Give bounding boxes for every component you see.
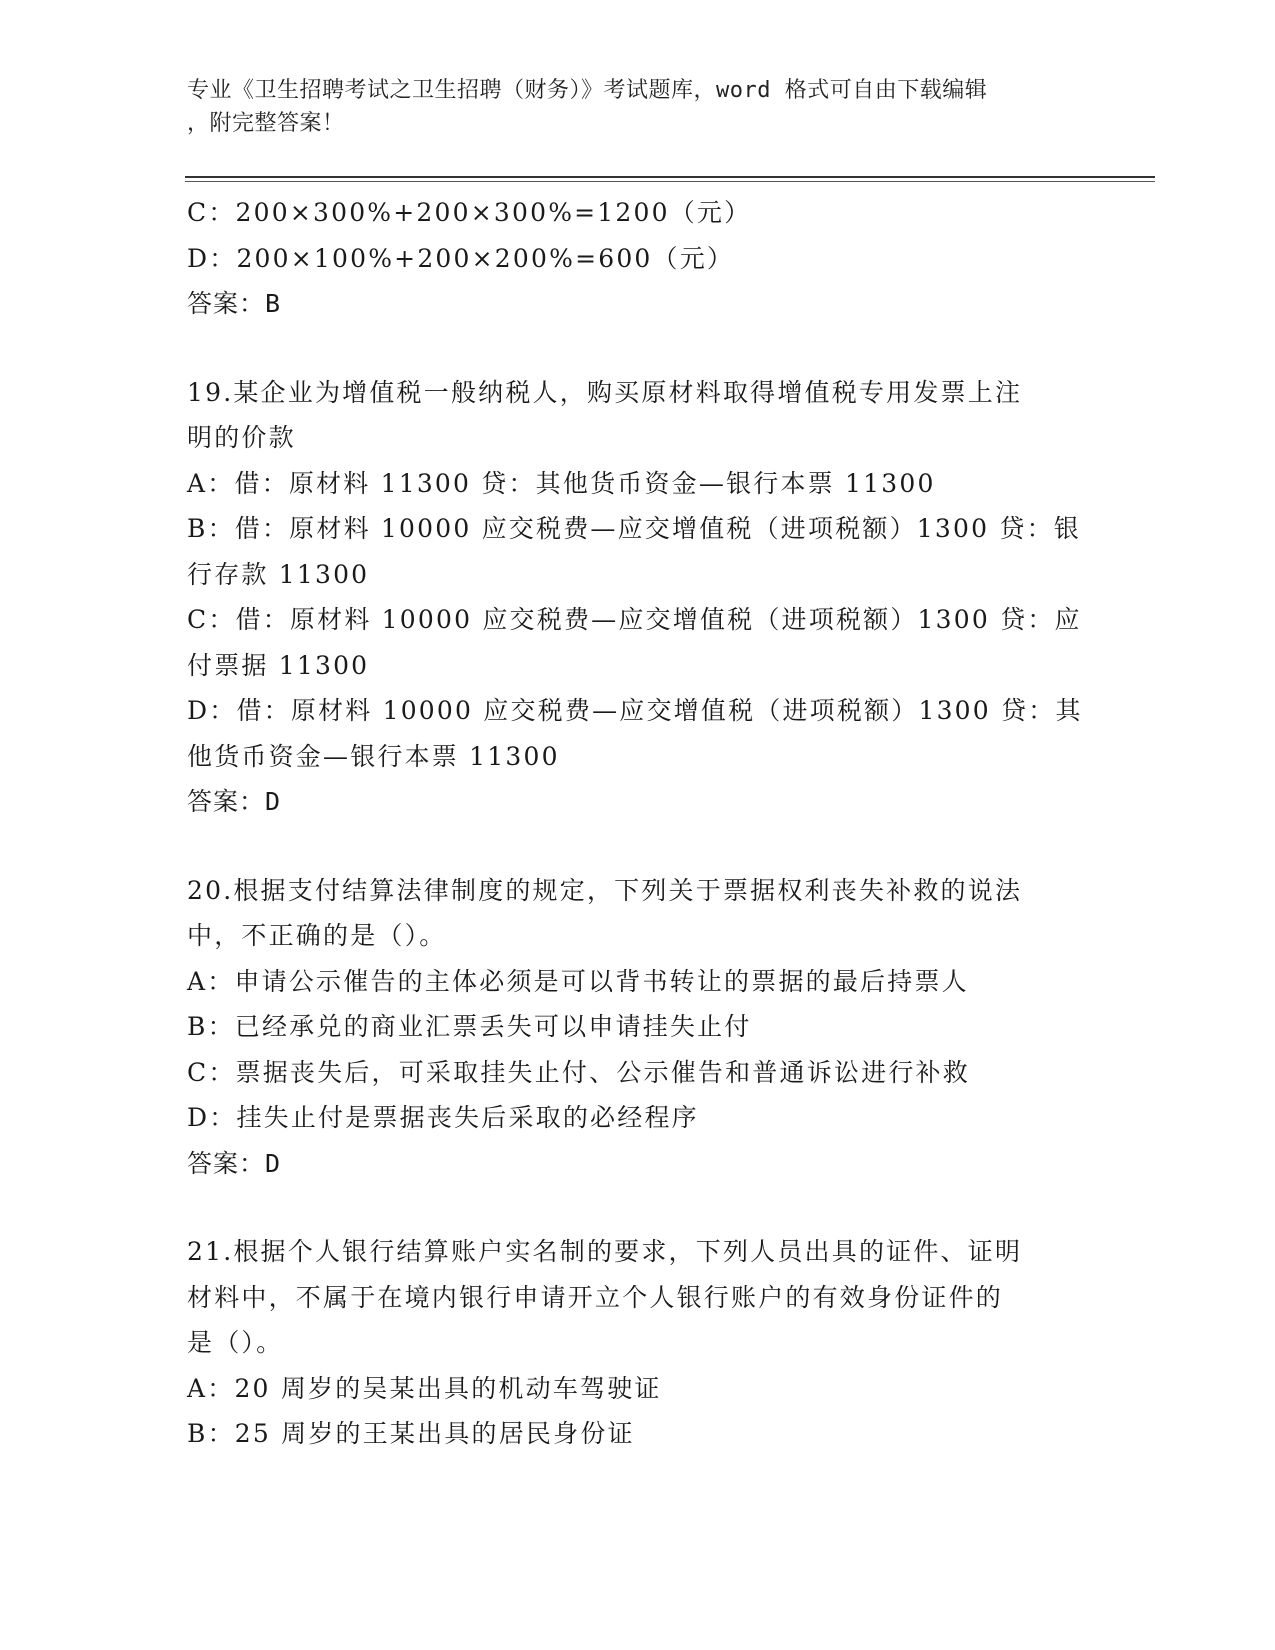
- header-line-2: ，附完整答案！: [187, 111, 345, 136]
- question-stem: 明的价款: [187, 423, 296, 452]
- option-c: C：200×300%+200×300%=1200（元）: [187, 198, 752, 227]
- header-divider-thick: [185, 176, 1155, 178]
- option-c-continued: 付票据 11300: [187, 650, 370, 680]
- option-c: C：借：原材料 10000 应交税费—应交增值税（进项税额）1300 贷：应: [187, 605, 1082, 634]
- document-body: [187, 190, 1087, 1457]
- spacer: [187, 825, 1087, 868]
- option-a: A：申请公示催告的主体必须是可以背书转让的票据的最后持票人: [187, 966, 969, 996]
- option-b: B：25 周岁的王某出具的居民身份证: [187, 1419, 635, 1448]
- answer-label: 答案：B: [187, 289, 282, 318]
- header-divider-thin: [185, 181, 1155, 182]
- option-b: B：借：原材料 10000 应交税费—应交增值税（进项税额）1300 贷：银: [187, 514, 1081, 543]
- question-20: [187, 868, 1087, 1187]
- header-line-1: 专业《卫生招聘考试之卫生招聘（财务）》考试题库，word 格式可自由下载编辑: [187, 78, 988, 103]
- option-c: C：票据丧失后，可采取挂失止付、公示催告和普通诉讼进行补救: [187, 1057, 970, 1087]
- question-stem: 20.根据支付结算法律制度的规定，下列关于票据权利丧失补救的说法: [187, 875, 1023, 905]
- question-19: [187, 370, 1087, 825]
- question-stem: 中，不正确的是（）。: [187, 921, 447, 950]
- question-stem: 19.某企业为增值税一般纳税人，购买原材料取得增值税专用发票上注: [187, 377, 1023, 407]
- option-d-continued: 他货币资金—银行本票 11300: [187, 741, 560, 771]
- option-a: A：20 周岁的吴某出具的机动车驾驶证: [187, 1373, 662, 1403]
- option-d: D：挂失止付是票据丧失后采取的必经程序: [187, 1103, 699, 1132]
- answer-label: 答案：D: [187, 787, 282, 816]
- question-18-tail: [187, 190, 1087, 327]
- option-b: B：已经承兑的商业汇票丢失可以申请挂失止付: [187, 1012, 752, 1041]
- question-stem: 是（）。: [187, 1328, 284, 1357]
- question-stem: 21.根据个人银行结算账户实名制的要求，下列人员出具的证件、证明: [187, 1237, 1023, 1266]
- option-d: D：借：原材料 10000 应交税费—应交增值税（进项税额）1300 贷：其: [187, 696, 1083, 725]
- option-b-continued: 行存款 11300: [187, 559, 370, 589]
- question-stem: 材料中，不属于在境内银行申请开立个人银行账户的有效身份证件的: [187, 1282, 1004, 1312]
- document-header: [187, 74, 1087, 140]
- option-a: A：借：原材料 11300 贷：其他货币资金—银行本票 11300: [187, 468, 936, 498]
- spacer: [187, 327, 1087, 370]
- spacer: [187, 1186, 1087, 1229]
- option-d: D：200×100%+200×200%=600（元）: [187, 243, 735, 273]
- question-21: [187, 1229, 1087, 1457]
- answer-label: 答案：D: [187, 1148, 282, 1178]
